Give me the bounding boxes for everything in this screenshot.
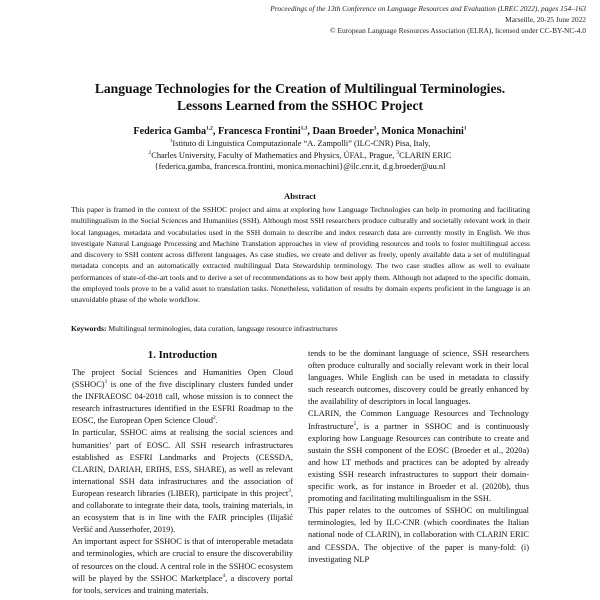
affil-sup: 2 (148, 149, 152, 156)
author-name: Monica Monachini (381, 126, 464, 137)
affiliation-line (40, 138, 560, 150)
affiliations (40, 138, 560, 173)
paragraph (72, 427, 293, 536)
affiliation-line (40, 150, 560, 162)
affil-sup: 1 (169, 138, 173, 145)
paragraph: tends to be the dominant language of science, SSH researchers often produce culturally and socially relevant work in their local languages. While English can be used in metadata to classify such research outcomes, discovery could be greatly enhanced by the availability of descriptors in local languages. (308, 349, 529, 407)
paragraph (308, 408, 529, 505)
footnote-mark: 1 (104, 379, 108, 386)
footnote-mark: 4 (222, 572, 226, 579)
proceedings-header (126, 3, 586, 37)
abstract-heading: Abstract (284, 191, 316, 201)
text: . (215, 416, 218, 426)
author-affil-sup: 1,3 (300, 125, 308, 132)
section-heading-introduction: 1. Introduction (147, 349, 218, 361)
header-line-3: © European Language Resources Association (ELRA), licensed under CC-BY-NC-4.0 (329, 26, 586, 36)
text: is one of the five disciplinary clusters funded under the INFRAEOSC 04-2018 call, whose mission is to connect the research infrastructures identified in the ESFRI Roadmap to the EOSC, the European Open Science Cloud (72, 380, 293, 426)
affil-text: Charles University, Faculty of Mathematics and Physics, ÚFAL, Prague, (151, 150, 395, 160)
footnote-mark: 5 (353, 420, 357, 427)
affil-text: Istituto di Linguistica Computazionale “A. Zampolli” (ILC-CNR) Pisa, Italy, (172, 139, 431, 148)
title-line-2: Lessons Learned from the SSHOC Project (176, 98, 424, 113)
author-affil-sup: 3 (373, 125, 377, 132)
text: , is a partner in SSHOC and is continuously exploring how Language Resources can contribute to create and sustain the SSH component of the EOSC (Broeder et al., 2020a) and how LT methods and practices can be adopted by already existing SSH research infrastructures to support their domain-specific work, as for instance in Broeder et al. (2020b), thus promoting and facilitating multilingualism in the SSH. (308, 421, 529, 504)
affil-text: CLARIN ERIC (399, 150, 452, 160)
affil-sup: 3 (396, 149, 400, 156)
text: In particular, SSHOC aims at realising the social sciences and humanities’ part of EOSC. All SSH research infrastructures established as ESFRI Landmarks and Projects (CESSDA, CLARIN, DARIAH, ERIHS, ESS, SHARE), as well as relevant international SSH data infrastructures and the association of European research libraries (LIBER), participate in this project (72, 428, 293, 498)
paragraph (72, 367, 293, 427)
footnote-mark: 2 (212, 415, 216, 422)
author-name: Daan Broeder (312, 126, 374, 137)
paragraph (72, 536, 293, 596)
footnote-mark: 3 (288, 488, 291, 495)
paper-title (30, 80, 570, 114)
left-column (72, 348, 293, 597)
text: , a discovery portal for tools, services and training materials. (72, 573, 293, 595)
paragraph: This paper relates to the outcomes of SSHOC on multilingual terminologies, led by ILC-CNR (which coordinates the Italian national node of CLARIN), in collaboration with CLARIN ERIC and CESSDA. The objective of the paper is many-fold: (i) investigating NLP (308, 506, 529, 564)
text: , and collaborate to integrate their data, tools, training materials, in an ecosystem that is in line with the FAIR principles (Ilijašić Veršić and Ausserhofer, 2019). (72, 488, 293, 535)
author-name: Federica Gamba (133, 126, 207, 137)
author-emails: {federica.gamba, francesca.frontini, monica.monachini}@ilc.cnr.it, d.g.broeder@uu.nl (154, 162, 446, 171)
title-line-1: Language Technologies for the Creation of Multilingual Terminologies. (94, 81, 506, 96)
keywords-text: Multilingual terminologies, data curation, language resource infrastructures (106, 324, 338, 333)
header-line-1: Proceedings of the 13th Conference on Language Resources and Evaluation (LREC 2022), pages 154–163 (270, 4, 586, 13)
author-affil-sup: 1,2 (206, 125, 213, 132)
text: An important aspect for SSHOC is that of interoperable metadata and terminologies, which are crucial to ensure the discoverability of resources on the cloud. A central role in the SSHOC ecosystem will be played by the SSHOC Marketplace (72, 537, 293, 583)
abstract-text: This paper is framed in the context of the SSHOC project and aims at exploring how Language Technologies can help in promoting and facilitating multilingualism in the Social Sciences and Humanities (SSH). Although most SSH researchers produce culturally and societally relevant work in their local languages, metadata and vocabularies used in the SSH domain to describe and index research data are currently mostly in English. We thus investigate Natural Language Processing and Machine Translation approaches in view of providing resources and tools to foster multilingual access and discovery to SSH content across different languages. As case studies, we create and deliver as freely, openly available data a set of multilingual metadata concepts and an automatically extracted multilingual Data Stewardship terminology. The two case studies allow as well to evaluate performances of state-of-the-art tools and to derive a set of recommendations as to how best apply them. Although not adapted to the specific domain, the employed tools prove to be a valid asset to translation tasks. Nonetheless, validation of results by domain experts proficient in the language is an unavoidable phase of the whole workflow. (71, 205, 530, 304)
author-name: Francesca Frontini (217, 126, 301, 137)
text: CLARIN, the Common Language Resources and Technology Infrastructure (308, 409, 529, 431)
author-affil-sup: 1 (463, 125, 467, 132)
keywords (71, 323, 530, 334)
text: The project Social Sciences and Humanities Open Cloud (SSHOC) (72, 368, 293, 390)
header-line-2: Marseille, 20-25 June 2022 (505, 15, 586, 25)
right-column (308, 348, 529, 566)
author-list: Federica Gamba$^{1,2}$, Francesca Frontini$^{1,3}$, Daan Broeder$^3$, Monica Monachini$^1$ (133, 125, 467, 137)
keywords-label: Keywords: (71, 324, 107, 333)
